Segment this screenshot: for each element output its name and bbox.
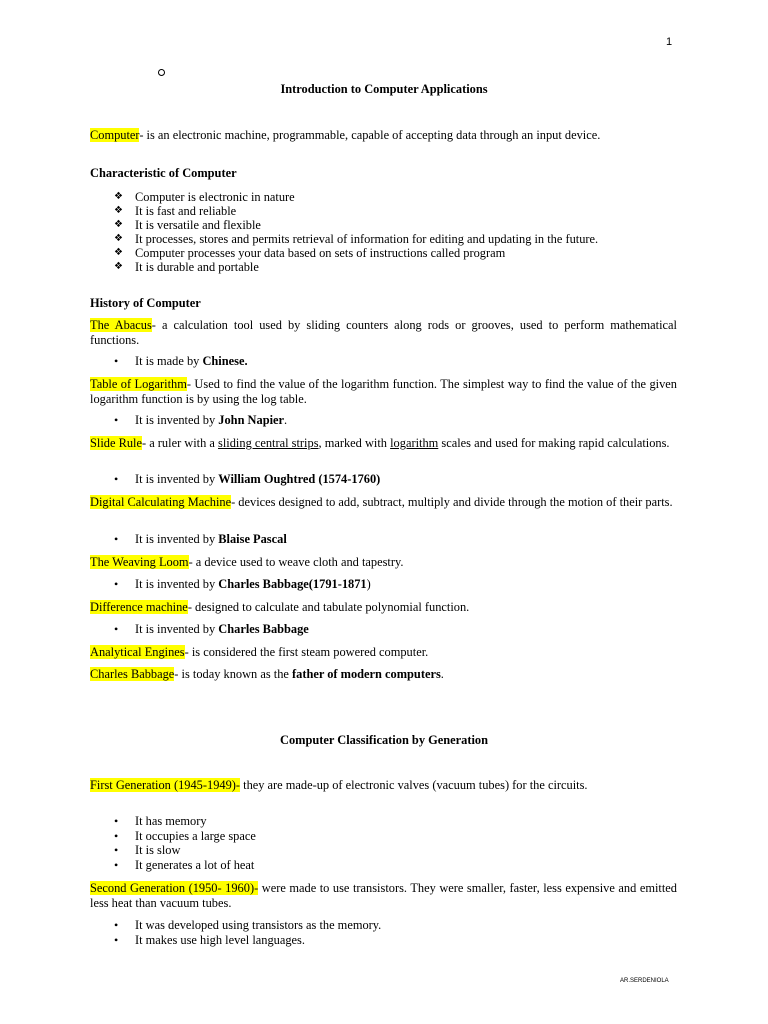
list-item: • It occupies a large space <box>114 829 677 844</box>
list-item <box>114 532 677 547</box>
bullet-prefix: It is invented by <box>135 577 219 591</box>
list-item: ❖ It is fast and reliable <box>114 204 677 218</box>
term-logarithm: Table of Logarithm <box>90 377 187 391</box>
term-charles-babbage: Charles Babbage <box>90 667 175 681</box>
list-item: • It was developed using transistors as the memory. <box>114 918 677 933</box>
list-item: • It generates a lot of heat <box>114 858 677 873</box>
list-item <box>114 622 677 637</box>
classification-title: Computer Classification by Generation <box>280 733 488 747</box>
bullet-prefix: It is invented by <box>135 413 219 427</box>
slide-rule-text-a: - a ruler with a <box>141 436 219 450</box>
slide-rule-text-b: , marked with <box>318 436 391 450</box>
digital-machine-text: - devices designed to add, subtract, multiply and divide through the motion of their parts. <box>231 495 673 509</box>
list-item: • It is slow <box>114 843 677 858</box>
list-item: ❖ Computer is electronic in nature <box>114 190 677 204</box>
list-item: ❖ It processes, stores and permits retrieval of information for editing and updating in the future. <box>114 232 677 246</box>
characteristic-heading: Characteristic of Computer <box>90 166 237 180</box>
analytical-engines-paragraph <box>90 645 677 660</box>
list-item: ❖ Computer processes your data based on sets of instructions called program <box>114 246 677 260</box>
list-item: • It has memory <box>114 814 677 829</box>
analytical-engines-text: - is considered the first steam powered computer. <box>184 645 429 659</box>
page-number: 1 <box>666 36 673 48</box>
history-heading: History of Computer <box>90 296 201 310</box>
list-item <box>114 472 677 487</box>
bullet-bold: Blaise Pascal <box>218 532 287 546</box>
term-computer: Computer <box>90 128 140 142</box>
computer-definition-text: - is an electronic machine, programmable, capable of accepting data through an input device. <box>139 128 601 142</box>
characteristics-list <box>114 190 677 274</box>
logarithm-link[interactable]: logarithm <box>390 436 439 450</box>
list-item <box>114 354 677 369</box>
first-generation-bullets <box>114 814 677 872</box>
weaving-loom-paragraph <box>90 555 677 570</box>
bullet-suffix: ) <box>366 577 371 591</box>
difference-machine-text: - designed to calculate and tabulate polynomial function. <box>187 600 470 614</box>
abacus-paragraph <box>90 318 677 348</box>
bullet-bold: John Napier <box>218 413 285 427</box>
bullet-suffix: . <box>284 413 288 427</box>
slide-rule-text-c: scales and used for making rapid calculations. <box>438 436 670 450</box>
term-weaving-loom: The Weaving Loom <box>90 555 189 569</box>
list-item: • It makes use high level languages. <box>114 933 677 948</box>
circle-marker <box>158 69 165 76</box>
second-generation-bullets <box>114 918 677 947</box>
babbage-suffix: . <box>440 667 444 681</box>
term-analytical-engines: Analytical Engines <box>90 645 185 659</box>
weaving-loom-text: - a device used to weave cloth and tapestry. <box>188 555 404 569</box>
term-second-generation: Second Generation (1950- 1960)- <box>90 881 259 895</box>
page-title: Introduction to Computer Applications <box>280 82 488 96</box>
list-item: ❖ It is durable and portable <box>114 260 677 274</box>
bullet-bold: Charles Babbage(1791-1871 <box>218 577 367 591</box>
term-first-generation: First Generation (1945-1949)- <box>90 778 241 792</box>
bullet-bold: William Oughtred (1574-1760) <box>218 472 381 486</box>
term-abacus: The Abacus <box>90 318 152 332</box>
logarithm-bullets <box>114 413 677 428</box>
digital-machine-paragraph <box>90 495 677 510</box>
weaving-loom-bullets <box>114 577 677 592</box>
computer-definition <box>90 128 677 143</box>
logarithm-text: - Used to find the value of the logarithm function. The simplest way to find the value of the given logarithm function is by using the log table. <box>90 377 677 406</box>
babbage-bold: father of modern computers <box>292 667 441 681</box>
second-generation-text: were made to use transistors. They were smaller, faster, less expensive and emitted less heat than vacuum tubes. <box>90 881 677 910</box>
second-generation-paragraph <box>90 881 677 911</box>
first-generation-text: they are made-up of electronic valves (vacuum tubes) for the circuits. <box>240 778 588 792</box>
bullet-prefix: It is made by <box>135 354 203 368</box>
babbage-paragraph <box>90 667 677 682</box>
term-digital-machine: Digital Calculating Machine <box>90 495 232 509</box>
slide-rule-bullets <box>114 472 677 487</box>
logarithm-paragraph <box>90 377 677 407</box>
first-generation-paragraph <box>90 778 677 793</box>
term-difference-machine: Difference machine <box>90 600 188 614</box>
abacus-text: - a calculation tool used by sliding counters along rods or grooves, used to perform mathematical functions. <box>90 318 677 347</box>
term-slide-rule: Slide Rule <box>90 436 142 450</box>
sliding-strips-link[interactable]: sliding central strips <box>218 436 319 450</box>
footer-author: AR.SERDENIOLA <box>620 978 669 984</box>
bullet-bold: Chinese. <box>202 354 248 368</box>
abacus-bullets <box>114 354 677 369</box>
slide-rule-paragraph <box>90 436 677 451</box>
babbage-text: - is today known as the <box>174 667 292 681</box>
bullet-prefix: It is invented by <box>135 532 219 546</box>
list-item <box>114 577 677 592</box>
list-item <box>114 413 677 428</box>
difference-machine-bullets <box>114 622 677 637</box>
bullet-bold: Charles Babbage <box>218 622 309 636</box>
list-item: ❖ It is versatile and flexible <box>114 218 677 232</box>
digital-machine-bullets <box>114 532 677 547</box>
bullet-prefix: It is invented by <box>135 472 219 486</box>
difference-machine-paragraph <box>90 600 677 615</box>
bullet-prefix: It is invented by <box>135 622 219 636</box>
